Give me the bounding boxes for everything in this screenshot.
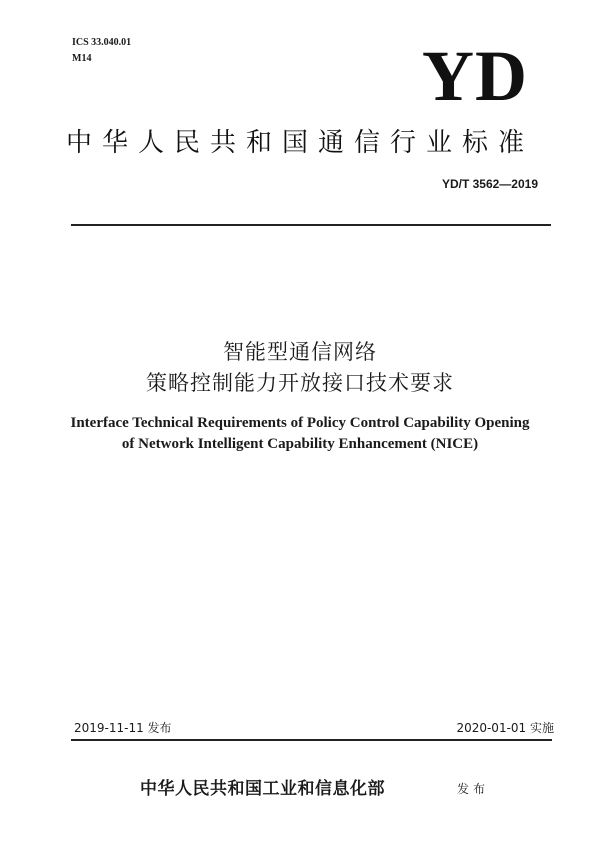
issuing-ministry: 中华人民共和国工业和信息化部 xyxy=(140,779,385,799)
header-divider xyxy=(71,224,551,226)
standard-category-title: 中华人民共和国通信行业标准 xyxy=(66,128,535,158)
english-title-line1: Interface Technical Requirements of Policy Control Capability Opening xyxy=(70,415,530,431)
classification-code: M14 xyxy=(72,53,92,64)
yd-logo: YD xyxy=(422,36,528,116)
standard-number: YD/T 3562—2019 xyxy=(441,177,538,191)
issue-label: 发布 xyxy=(457,782,490,796)
ics-code: ICS 33.040.01 xyxy=(72,37,132,48)
english-title-line2: of Network Intelligent Capability Enhancement (NICE) xyxy=(121,436,479,452)
effective-date: 2020-01-01 实施 xyxy=(456,721,554,735)
release-date: 2019-11-11 发布 xyxy=(74,721,172,735)
footer-divider xyxy=(71,739,552,741)
chinese-title-line1: 智能型通信网络 xyxy=(223,340,377,364)
chinese-title-line2: 策略控制能力开放接口技术要求 xyxy=(146,371,454,395)
